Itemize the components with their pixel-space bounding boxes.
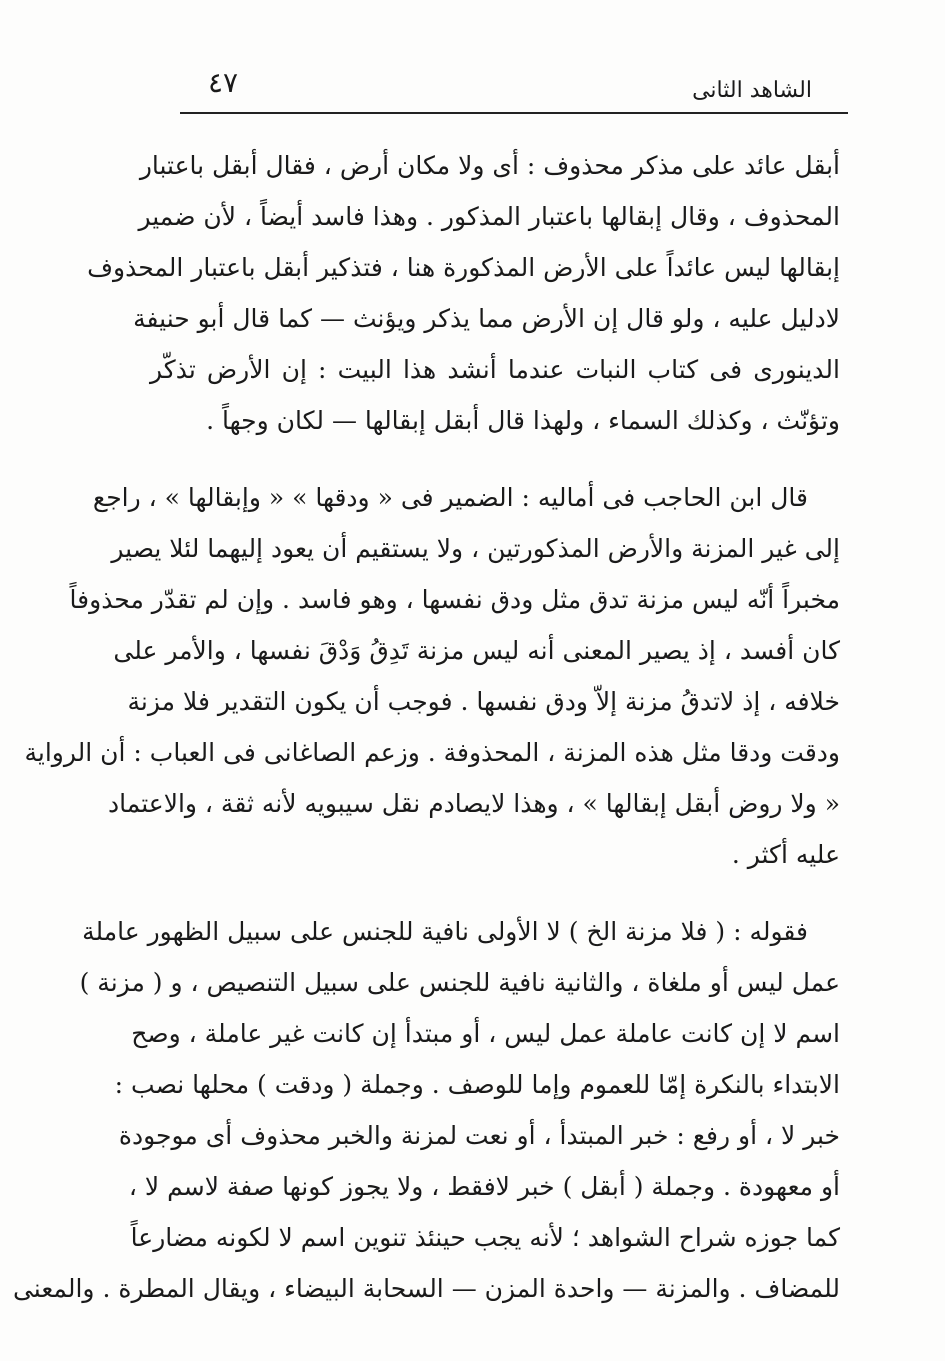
text-line: وتؤنّث ، وكذلك السماء ، ولهذا قال أبقل إبقالها — لكان وجهاً . — [206, 406, 840, 435]
header-rule — [180, 112, 848, 114]
text-line: أبقل عائد على مذكر محذوف : أى ولا مكان أرض ، فقال أبقل باعتبار — [139, 151, 840, 180]
text-line: كما جوزه شراح الشواهد ؛ لأنه يجب حينئذ تنوين اسم لا لكونه مضارعاً — [130, 1223, 840, 1252]
paragraph-gap — [150, 880, 840, 906]
text-line: ودقت ودقا مثل هذه المزنة ، المحذوفة . وزعم الصاغانى فى العباب : أن الرواية — [24, 738, 840, 767]
text-line: إلى غير المزنة والأرض المذكورتين ، ولا يستقيم أن يعود إليهما لئلا يصير — [111, 534, 840, 563]
text-line: إبقالها ليس عائداً على الأرض المذكورة هنا ، فتذكير أبقل باعتبار المحذوف — [87, 253, 840, 282]
text-line: اسم لا إن كانت عاملة عمل ليس ، أو مبتدأ إن كانت غير عاملة ، وصح — [131, 1019, 840, 1048]
page-number: ٤٧ — [208, 66, 239, 99]
text-line: خلافه ، إذ لاتدقُ مزنة إلاّ ودق نفسها . فوجب أن يكون التقدير فلا مزنة — [127, 687, 840, 716]
text-line: « ولا روض أبقل إبقالها » ، وهذا لايصادم نقل سيبويه لأنه ثقة ، والاعتماد — [108, 789, 840, 818]
text-line: الدينورى فى كتاب النبات عندما أنشد هذا البيت : إن الأرض تذكّر — [150, 355, 840, 384]
text-line: قال ابن الحاجب فى أماليه : الضمير فى « ودقها » « وإبقالها » ، راجع — [92, 483, 808, 512]
text-line: للمضاف . والمزنة — واحدة المزن — السحابة البيضاء ، ويقال المطرة . والمعنى — [12, 1274, 840, 1303]
text-line: أو معهودة . وجملة ( أبقل ) خبر لافقط ، ولا يجوز كونها صفة لاسم لا ، — [128, 1172, 840, 1201]
page-header — [180, 60, 848, 120]
text-line: عليه أكثر . — [731, 840, 840, 869]
paragraph-gap — [150, 446, 840, 472]
text-line: لادليل عليه ، ولو قال إن الأرض مما يذكر ويؤنث — كما قال أبو حنيفة — [133, 304, 840, 333]
text-line: عمل ليس أو ملغاة ، والثانية نافية للجنس على سبيل التنصيص ، و ( مزنة ) — [79, 968, 840, 997]
running-title: الشاهد الثانى — [692, 78, 812, 103]
text-line: كان أفسد ، إذ يصير المعنى أنه ليس مزنة تَدِقُ وَدْقَ نفسها ، والأمر على — [113, 636, 840, 665]
paragraph — [24, 472, 840, 880]
text-line: فقوله : ( فلا مزنة الخ ) لا الأولى نافية للجنس على سبيل الظهور عاملة — [82, 917, 808, 946]
text-line: مخبراً أنّه ليس مزنة تدق مثل ودق نفسها ، وهو فاسد . وإن لم تقدّر محذوفاً — [69, 585, 840, 614]
text-line: خبر لا ، أو رفع : خبر المبتدأ ، أو نعت لمزنة والخبر محذوف أى موجودة — [118, 1121, 840, 1150]
paragraph — [12, 906, 840, 1314]
text-line: المحذوف ، وقال إبقالها باعتبار المذكور . وهذا فاسد أيضاً ، لأن ضمير — [138, 202, 840, 231]
paragraph — [87, 140, 840, 446]
page-body — [12, 140, 840, 1314]
text-line: الابتداء بالنكرة إمّا للعموم وإما للوصف . وجملة ( ودقت ) محلها نصب : — [114, 1070, 840, 1099]
